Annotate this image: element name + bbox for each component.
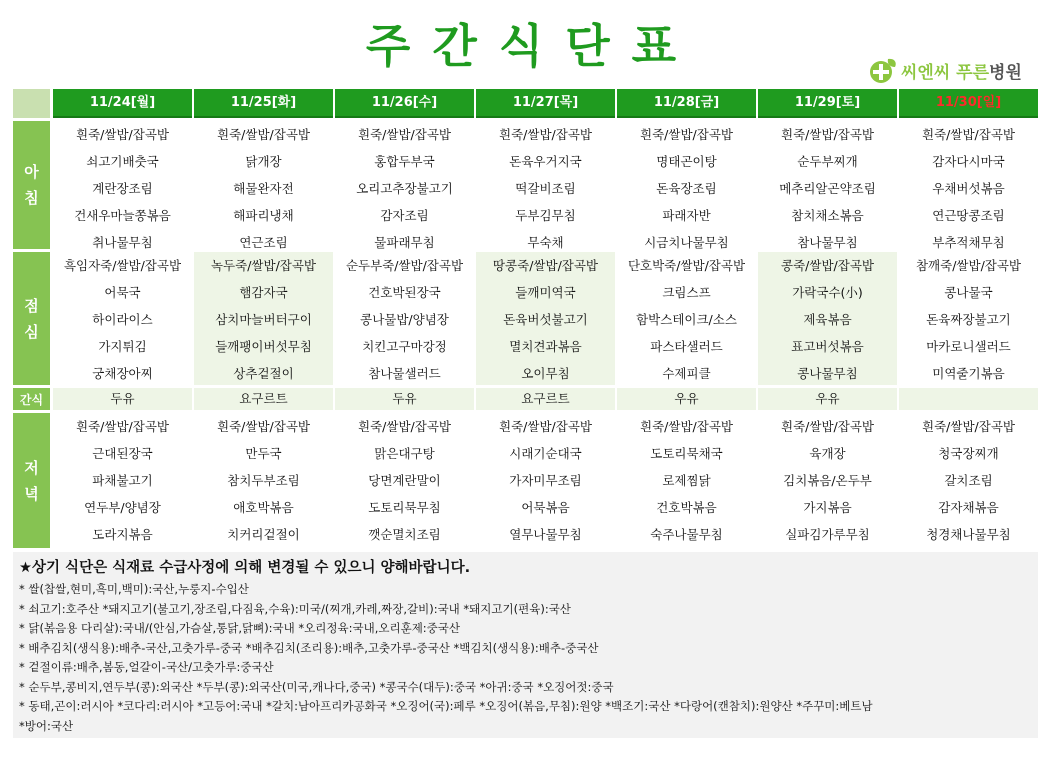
menu-item: 감자조림 (380, 208, 429, 223)
meal-label-breakfast: 아침 (13, 121, 50, 249)
menu-item: 열무나물무침 (509, 527, 582, 542)
lunch-menu-cell (476, 252, 615, 385)
menu-item: 무숙채 (527, 235, 564, 249)
breakfast-menu-cell (758, 121, 897, 249)
menu-item: 도토리묵무침 (368, 500, 441, 515)
breakfast-menu-cell (899, 121, 1038, 249)
note-line: * 닭(볶음용 다리살):국내/(안심,가슴살,통닭,닭뼈):국내 *오리정육:국내,오리훈제:중국산 (19, 621, 461, 635)
lunch-menu-cell (53, 252, 192, 385)
menu-item: 햄감자국 (239, 285, 288, 300)
cross-leaf-icon (868, 55, 898, 85)
menu-item: 연근조림 (239, 235, 288, 249)
day-header: 11/28[금] (617, 89, 756, 118)
weekly-menu-table (13, 89, 1038, 552)
menu-item: 미역줄기볶음 (932, 366, 1005, 381)
menu-item: 콩나물밥/양념장 (360, 312, 449, 327)
lunch-menu-cell (617, 252, 756, 385)
menu-item: 건호박된장국 (368, 285, 441, 300)
menu-item: 참치두부조림 (227, 473, 300, 488)
menu-item: 도토리묵채국 (650, 446, 723, 461)
logo-text-main: 씨엔씨 푸른 (901, 62, 990, 83)
day-header: 11/27[목] (476, 89, 615, 118)
day-header: 11/29[토] (758, 89, 897, 118)
dinner-menu-cell (758, 413, 897, 548)
menu-item: 연두부/양념장 (84, 500, 161, 515)
menu-item: 숙주나물무침 (650, 527, 723, 542)
menu-item: 들깨팽이버섯무침 (215, 339, 312, 354)
breakfast-menu-cell (53, 121, 192, 249)
menu-item: 흰죽/쌀밥/잡곡밥 (640, 419, 733, 434)
menu-item: 콩나물국 (944, 285, 993, 300)
menu-item: 오리고추장불고기 (356, 181, 453, 196)
breakfast-menu-cell (617, 121, 756, 249)
menu-item: 김치볶음/온두부 (783, 473, 872, 488)
snack-cell: 두유 (53, 388, 192, 410)
menu-item: 단호박죽/쌀밥/잡곡밥 (627, 258, 746, 273)
menu-item: 참나물샐러드 (368, 366, 441, 381)
menu-item: 계란장조림 (92, 181, 153, 196)
menu-item: 닭개장 (245, 154, 282, 169)
menu-item: 건새우마늘쫑볶음 (74, 208, 171, 223)
snack-cell: 우유 (758, 388, 897, 410)
menu-item: 순두부죽/쌀밥/잡곡밥 (345, 258, 464, 273)
menu-item: 도라지볶음 (92, 527, 153, 542)
menu-item: 연근땅콩조림 (932, 208, 1005, 223)
dinner-menu-cell (53, 413, 192, 548)
menu-item: 돈육버섯불고기 (503, 312, 588, 327)
menu-item: 파스타샐러드 (650, 339, 723, 354)
snack-cell: 요구르트 (476, 388, 615, 410)
logo-text-suffix: 병원 (989, 62, 1022, 83)
menu-item: 참치채소볶음 (791, 208, 864, 223)
menu-item: 땅콩죽/쌀밥/잡곡밥 (492, 258, 599, 273)
menu-item: 수제피클 (662, 366, 711, 381)
menu-item: 로제찜닭 (662, 473, 711, 488)
menu-item: 두부김무침 (515, 208, 576, 223)
menu-item: 근대된장국 (92, 446, 153, 461)
menu-item: 애호박볶음 (233, 500, 294, 515)
menu-item: 물파래무침 (374, 235, 435, 249)
menu-item: 크림스프 (662, 285, 711, 300)
dinner-menu-cell (617, 413, 756, 548)
menu-item: 흰죽/쌀밥/잡곡밥 (217, 419, 310, 434)
menu-item: 건호박볶음 (656, 500, 717, 515)
menu-item: 어묵볶음 (521, 500, 570, 515)
menu-item: 당면계란말이 (368, 473, 441, 488)
menu-item: 부추적채무침 (932, 235, 1005, 249)
lunch-menu-cell (194, 252, 333, 385)
menu-item: 갈치조림 (944, 473, 993, 488)
notes-section (13, 552, 1038, 738)
snack-cell: 요구르트 (194, 388, 333, 410)
lunch-menu-cell (899, 252, 1038, 385)
menu-item: 참나물무침 (797, 235, 858, 249)
menu-item: 쇠고기배춧국 (86, 154, 159, 169)
table-corner (13, 89, 50, 118)
note-line: * 순두부,콩비지,연두부(콩):외국산 *두부(콩):외국산(미국,캐나다,중국) *콩국수(대두):중국 *아귀:중국 *오징어젓:중국 (19, 679, 614, 694)
menu-item: 흰죽/쌀밥/잡곡밥 (922, 127, 1015, 142)
snack-cell: 우유 (617, 388, 756, 410)
menu-item: 흰죽/쌀밥/잡곡밥 (499, 419, 592, 434)
menu-item: 흰죽/쌀밥/잡곡밥 (781, 419, 874, 434)
menu-item: 파채불고기 (92, 473, 153, 488)
menu-item: 멸치견과볶음 (509, 339, 582, 354)
menu-item: 청국장찌개 (938, 446, 999, 461)
menu-item: 들깨미역국 (515, 285, 576, 300)
menu-item: 시금치나물무침 (644, 235, 729, 249)
menu-item: 돈육우거지국 (509, 154, 582, 169)
menu-item: 가자미무조림 (509, 473, 582, 488)
dinner-menu-cell (899, 413, 1038, 548)
note-line: * 겉절이류:배추,봄동,얼갈이-국산/고춧가루:중국산 (19, 660, 274, 674)
menu-item: 흰죽/쌀밥/잡곡밥 (922, 419, 1015, 434)
menu-item: 흰죽/쌀밥/잡곡밥 (76, 127, 169, 142)
menu-item: 감자다시마국 (932, 154, 1005, 169)
menu-item: 감자채볶음 (938, 500, 999, 515)
lunch-menu-cell (335, 252, 474, 385)
menu-item: 흰죽/쌀밥/잡곡밥 (640, 127, 733, 142)
menu-item: 취나물무침 (92, 235, 153, 249)
menu-item: 메추리알곤약조림 (779, 181, 876, 196)
dinner-menu-cell (194, 413, 333, 548)
menu-item: 콩죽/쌀밥/잡곡밥 (781, 258, 874, 273)
menu-item: 실파김가루무침 (785, 527, 870, 542)
breakfast-menu-cell (194, 121, 333, 249)
menu-item: 깻순멸치조림 (368, 527, 441, 542)
menu-item: 함박스테이크/소스 (636, 312, 737, 327)
snack-cell: 두유 (335, 388, 474, 410)
menu-item: 흰죽/쌀밥/잡곡밥 (358, 127, 451, 142)
menu-item: 치커리겉절이 (227, 527, 300, 542)
meal-label-lunch: 점심 (13, 252, 50, 385)
menu-item: 명태곤이탕 (656, 154, 717, 169)
menu-item: 흰죽/쌀밥/잡곡밥 (217, 127, 310, 142)
note-line: *방어:국산 (19, 718, 74, 733)
menu-item: 흰죽/쌀밥/잡곡밥 (781, 127, 874, 142)
menu-item: 맑은대구탕 (374, 446, 435, 461)
day-header: 11/30[일] (899, 89, 1038, 118)
breakfast-menu-cell (335, 121, 474, 249)
note-line: * 쇠고기:호주산 *돼지고기(불고기,장조림,다짐육,수육):미국/(찌개,카레,짜장,갈비):국내 *돼지고기(편육):국산 (19, 601, 571, 616)
menu-item: 우채버섯볶음 (932, 181, 1005, 196)
menu-item: 하이라이스 (92, 312, 153, 327)
menu-item: 녹두죽/쌀밥/잡곡밥 (210, 258, 317, 273)
menu-item: 어묵국 (104, 285, 141, 300)
menu-item: 시래기순대국 (509, 446, 582, 461)
menu-item: 파래자반 (662, 208, 711, 223)
page-title: 주간식단표 (365, 19, 699, 73)
menu-item: 만두국 (245, 446, 282, 461)
menu-item: 흰죽/쌀밥/잡곡밥 (76, 419, 169, 434)
menu-item: 해파리냉채 (233, 208, 294, 223)
menu-item: 해물완자전 (233, 181, 294, 196)
menu-item: 돈육짜장불고기 (926, 312, 1011, 327)
note-line: * 동태,곤이:러시아 *코다리:러시아 *고등어:국내 *갈치:남아프리카공화국 *오징어(국):페루 *오징어(볶음,무침):원양 *백조기:국산 *다랑어(캔참치):원양산 *주꾸미:베트남 (19, 699, 873, 713)
menu-item: 청경채나물무침 (926, 527, 1011, 542)
menu-item: 콩나물무침 (797, 366, 858, 381)
note-line: * 쌀(찹쌀,현미,흑미,백미):국산,누룽지-수입산 (19, 582, 249, 596)
menu-item: 순두부찌개 (797, 154, 858, 169)
lunch-menu-cell (758, 252, 897, 385)
meal-label-snack: 간식 (13, 388, 50, 410)
breakfast-menu-cell (476, 121, 615, 249)
menu-item: 육개장 (809, 446, 846, 461)
hospital-logo (868, 54, 1022, 86)
day-header: 11/24[월] (53, 89, 192, 118)
dinner-menu-cell (335, 413, 474, 548)
menu-item: 마카로니샐러드 (926, 339, 1011, 354)
menu-item: 표고버섯볶음 (791, 339, 864, 354)
menu-item: 흰죽/쌀밥/잡곡밥 (499, 127, 592, 142)
menu-item: 제육볶음 (803, 312, 852, 327)
notes-heading: ★상기 식단은 식재료 수급사정에 의해 변경될 수 있으니 양해바랍니다. (19, 560, 471, 576)
menu-item: 삼치마늘버터구이 (215, 312, 312, 327)
menu-item: 상추겉절이 (233, 366, 294, 381)
menu-item: 궁채장아찌 (92, 366, 153, 381)
note-line: * 배추김치(생식용):배추-국산,고춧가루-중국 *배추김치(조리용):배추,고춧가루-중국산 *백김치(생식용):배추-중국산 (19, 640, 599, 655)
menu-item: 오이무침 (521, 366, 570, 381)
menu-item: 가락국수(小) (792, 285, 863, 300)
menu-item: 떡갈비조림 (515, 181, 576, 196)
logo-text (901, 58, 1022, 83)
menu-item: 흰죽/쌀밥/잡곡밥 (358, 419, 451, 434)
menu-item: 치킨고구마강정 (362, 339, 447, 354)
menu-item: 가지튀김 (98, 339, 147, 354)
menu-item: 흑임자죽/쌀밥/잡곡밥 (63, 258, 182, 273)
menu-item: 돈육장조림 (656, 181, 717, 196)
menu-item: 가지볶음 (803, 500, 852, 515)
day-header: 11/26[수] (335, 89, 474, 118)
day-header: 11/25[화] (194, 89, 333, 118)
meal-label-dinner: 저녁 (13, 413, 50, 548)
menu-item: 참깨죽/쌀밥/잡곡밥 (915, 258, 1022, 273)
menu-item: 홍합두부국 (374, 154, 435, 169)
dinner-menu-cell (476, 413, 615, 548)
snack-cell (899, 388, 1038, 410)
